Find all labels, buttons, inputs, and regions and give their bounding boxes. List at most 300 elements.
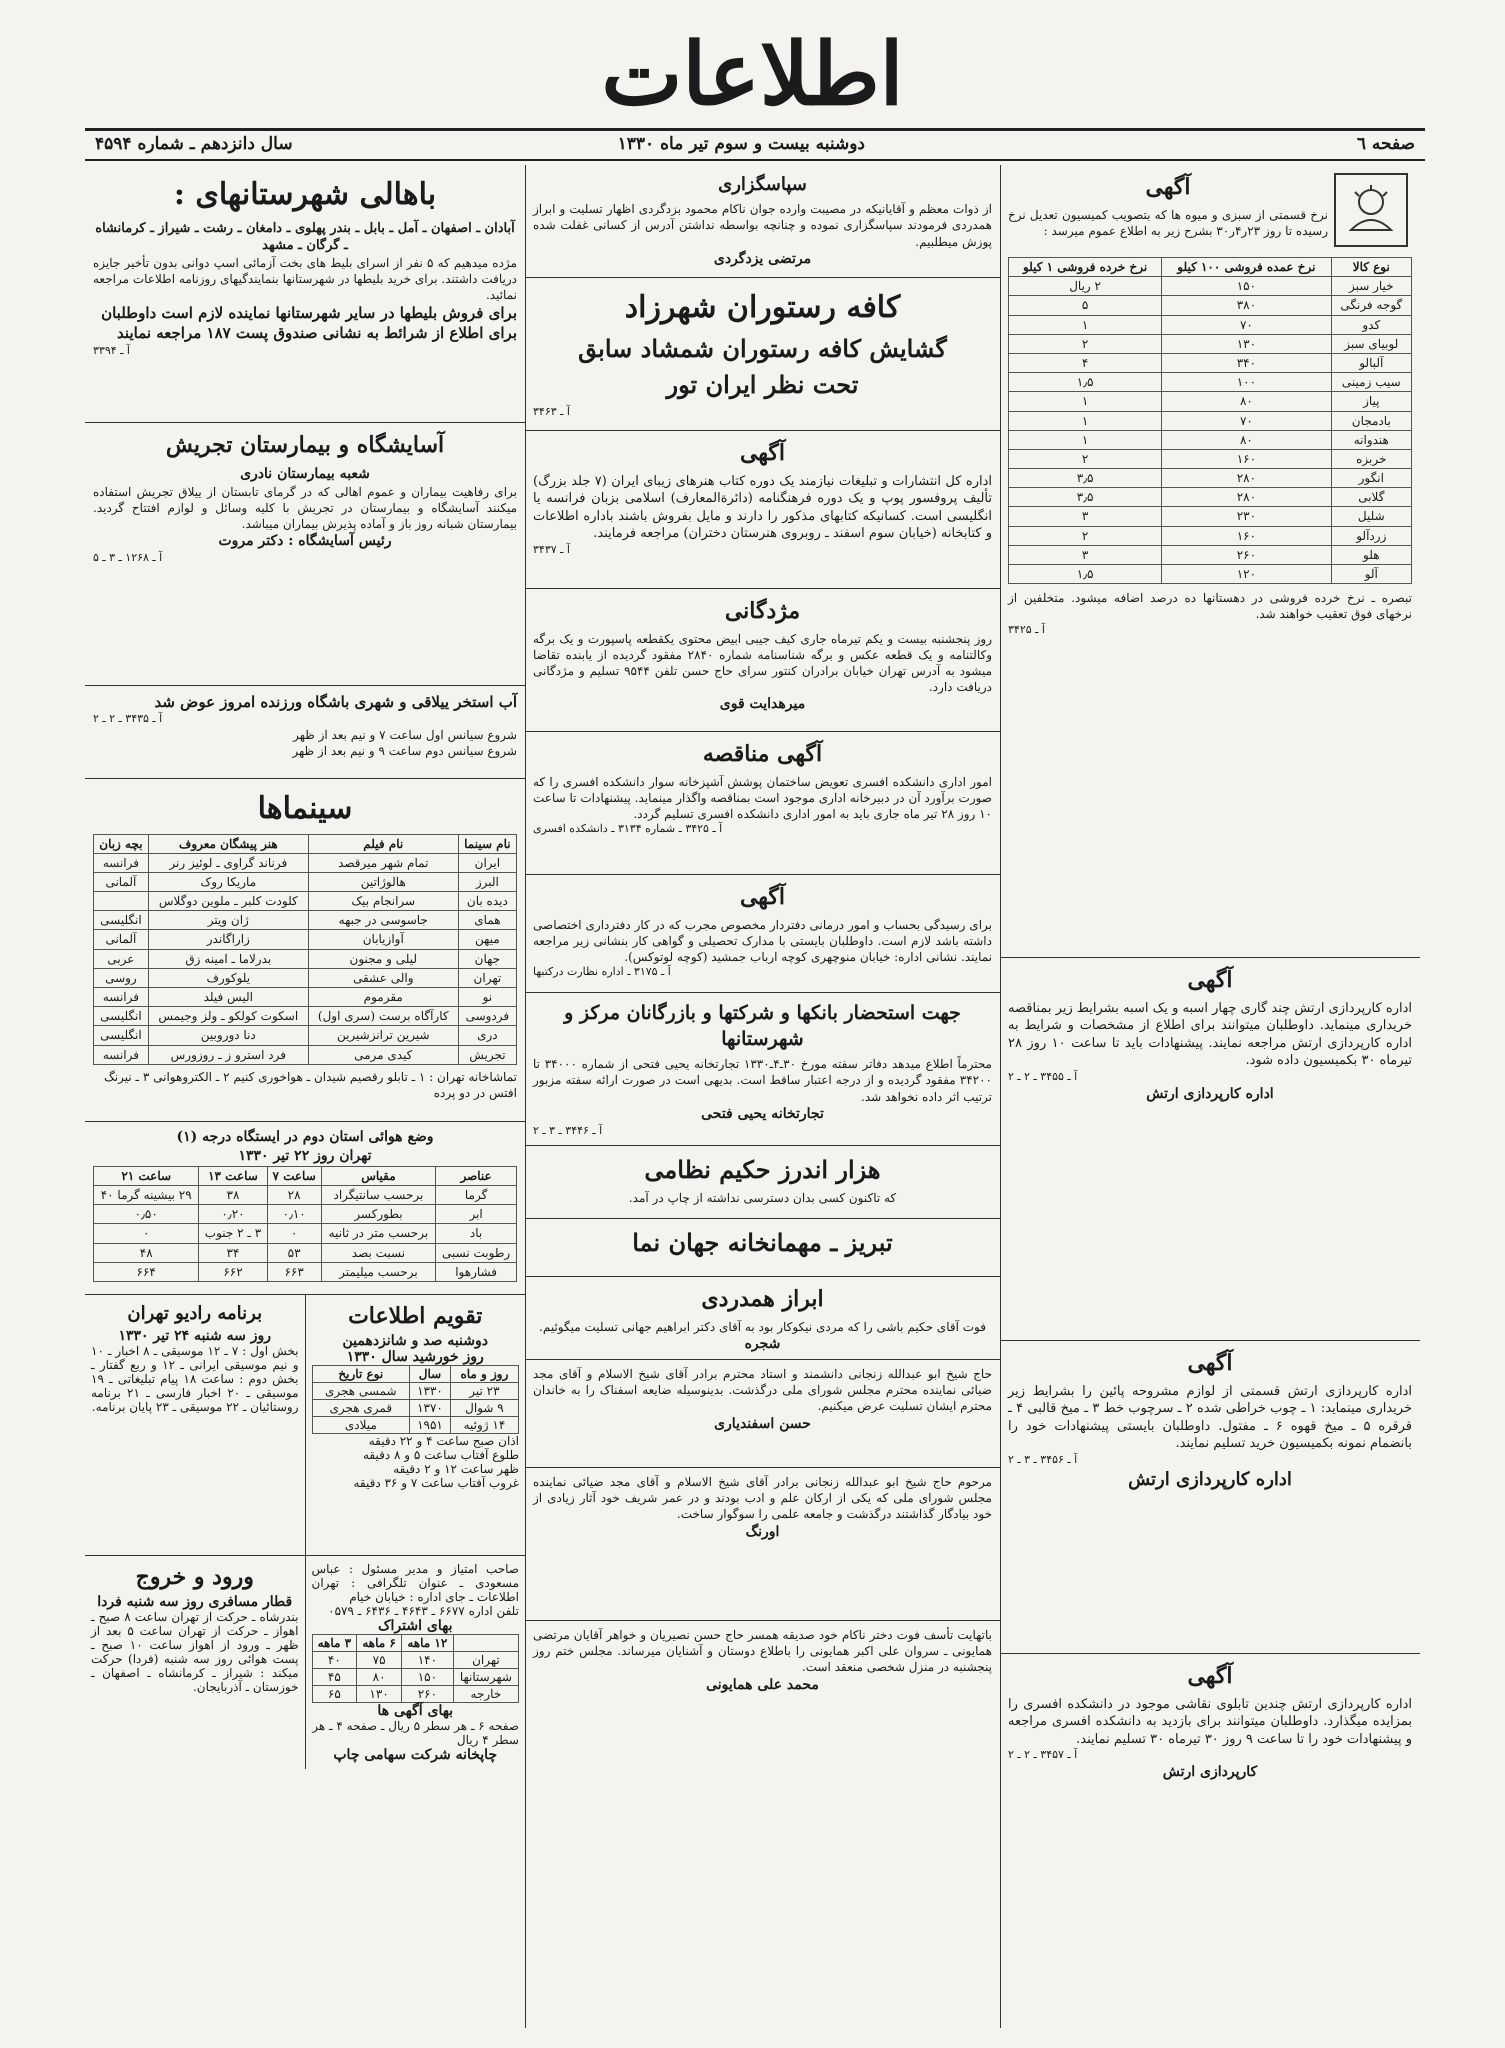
table-cell: ۲۳۰: [1162, 507, 1331, 526]
table-cell: هلو: [1331, 545, 1411, 564]
weather-date: تهران روز ۲۲ تیر ۱۳۳۰: [238, 1147, 372, 1164]
price-row: [1009, 430, 1412, 449]
table-cell: ۳۴۰: [1162, 353, 1331, 372]
table-cell: ۴۰: [312, 1652, 357, 1669]
masthead: [0, 20, 1505, 130]
header-cell: مقیاس: [321, 1166, 436, 1185]
radio-body: بخش اول : ۷ ـ ۱۲ موسیقی ـ ۸ اخبار ـ ۱۰ و نیم موسیقی ایرانی ـ ۱۲ و ربع گفتار ـ بخش دوم : ساعت ۱۸ پیام تبلیغاتی ـ ۱۹ موسیقی ـ ۲۰ اخبار فارسی ـ ۲۱ برنامه روستائیان ـ ۲۲ موسیقی ـ ۲۳ پایان برنامه.: [91, 1344, 299, 1414]
nezami-body: که تاکنون کسی بدان دسترسی نداشته از چاپ در آمد.: [628, 1191, 897, 1206]
header-cell: هنر پیشگان معروف: [148, 834, 308, 853]
travel-box: [85, 1556, 305, 1769]
prayer-time: طلوع آفتاب ساعت ۵ و ۸ دقیقه: [363, 1448, 519, 1462]
army-ad-2-signature: اداره کارپردازی ارتش: [1128, 1468, 1292, 1490]
army-ad-3-body: اداره کارپردازی ارتش چندین تابلوی نقاشی موجود در دانشکده افسری را بمزایده میگذارد. داوطلبان میتوانند برای بازدید به دانشکده افسری مراجعه و پیشنهادات خود را تا ساعت ۹ روز ۳۰ تیرماه ۳۰ تسلیم نمایند.: [1008, 1696, 1412, 1747]
table-cell: ۱۶۰: [1162, 526, 1331, 545]
price-row: [1009, 449, 1412, 468]
table-cell: تهران: [458, 968, 516, 987]
table-cell: ۳: [1009, 507, 1162, 526]
table-cell: ابر: [436, 1205, 517, 1224]
table-cell: باد: [436, 1224, 517, 1243]
army-ad-1-signature: اداره کارپردازی ارتش: [1146, 1085, 1274, 1102]
table-cell: آلمانی: [94, 930, 149, 949]
table-cell: ۰٫۲۰: [199, 1205, 267, 1224]
tender-notice: [525, 732, 1000, 875]
header-cell: روز و ماه: [450, 1366, 518, 1383]
prayer-time: ظهر ساعت ۱۲ و ۲ دقیقه: [393, 1462, 519, 1476]
weather-report: [85, 1122, 525, 1295]
table-cell: ۲ ریال: [1009, 277, 1162, 296]
price-row: [1009, 392, 1412, 411]
header-cell: نوع تاریخ: [312, 1366, 410, 1383]
table-cell: ۱۲۰: [1162, 565, 1331, 584]
sympathy-body: فوت آقای حکیم باشی را که مردی نیکوکار بود به آقای دکتر ابراهیم جهانی تسلیت میگوئیم.: [539, 1319, 986, 1334]
table-cell: کدو: [1331, 315, 1411, 334]
table-cell: هندوانه: [1331, 430, 1411, 449]
table-cell: ۲۶۰: [1162, 545, 1331, 564]
army-ad-2-title: آگهی: [1187, 1350, 1233, 1376]
table-cell: بادمجان: [1331, 411, 1411, 430]
reward-title: مژدگانی: [724, 598, 801, 624]
radio-date: روز سه شنبه ۲۴ تیر ۱۳۳۰: [118, 1328, 272, 1344]
table-cell: ۱۰۰: [1162, 373, 1331, 392]
price-row: [1009, 526, 1412, 545]
table-cell: گرما: [436, 1185, 517, 1204]
header-cell: ساعت ۱۳: [199, 1166, 267, 1185]
table-cell: گوجه فرنگی: [1331, 296, 1411, 315]
table-cell: ۲: [1009, 334, 1162, 353]
ads-price-body: صفحه ۶ ـ هر سطر ۵ ریال ـ صفحه ۴ ـ هر سطر ۴ ریال: [312, 1719, 519, 1747]
banks-ref: آ ـ ۳۴۴۶ ـ ۳ ـ ۲: [533, 1123, 603, 1137]
lottery-body: مژده میدهیم که ۵ نفر از اسرای بلیط های بخت آزمائی اسپ دوانی بدون تأخیر جایزه دریافت داشتند. برای خرید بلیطها در شهرستانها بنمایندگیهای روزنامه اطلاعات مراجعه نمائید.: [93, 255, 517, 302]
cinema-row: [94, 853, 517, 872]
table-cell: نسبت بصد: [321, 1243, 436, 1262]
thanks-signature: مرتضی یزدگردی: [713, 250, 812, 267]
table-cell: برحسب سانتیگراد: [321, 1185, 436, 1204]
prayer-time: اذان صبح ساعت ۴ و ۲۲ دقیقه: [368, 1434, 519, 1448]
tender-body: امور اداری دانشکده افسری تعویض ساختمان پوشش آشپزخانه سوار دانشکده افسری را که صورت برآورد آن در دبیرخانه اداری موجود است بمناقصه واگذار مینماید. پیشنهادات تا ساعت ۱۰ روز ۲۸ تیر ماه جاری باید به امور اداری دانشکده افسری تسلیم گردد.: [533, 774, 993, 822]
table-cell: فرناند گراوی ـ لوئیز رنر: [148, 853, 308, 872]
army-ad-1-title: آگهی: [1187, 967, 1233, 993]
books-notice: [525, 431, 1000, 589]
cinema-row: [94, 988, 517, 1007]
header-cell: سال: [410, 1366, 451, 1383]
table-cell: تجریش: [458, 1045, 516, 1064]
dateline: [85, 128, 1425, 161]
table-cell: مقرموم: [308, 988, 458, 1007]
table-cell: ۲: [1009, 526, 1162, 545]
table-cell: ۰٫۵۰: [94, 1205, 199, 1224]
weather-header: [94, 1166, 517, 1185]
condolence-1-signature: حسن اسفندیاری: [714, 1415, 811, 1432]
table-cell: ۲: [1009, 449, 1162, 468]
reward-notice: [525, 589, 1000, 732]
table-cell: دری: [458, 1026, 516, 1045]
table-cell: ۱۳۳۰: [410, 1383, 451, 1400]
travel-body: بندرشاه ـ حرکت از تهران ساعت ۸ صبح ـ اهواز ـ حرکت از تهران ساعت ۵ بعد از ظهر ـ ورود از اهواز ساعت ۱۰ صبح ـ پست هوائی روز سه شنبه (فردا) حرکت میکند : شیراز ـ کرمانشاه ـ اصفهان ـ خوزستان ـ آذربایجان.: [91, 1610, 299, 1694]
table-cell: میهن: [458, 930, 516, 949]
table-cell: ۴۸: [94, 1243, 199, 1262]
table-cell: ۱۶۰: [1162, 449, 1331, 468]
hotel-ad: [525, 1219, 1000, 1277]
lottery-ad: [85, 165, 525, 423]
imprint-body: صاحب امتیاز و مدیر مسئول : عباس مسعودی ـ عنوان تلگرافی : تهران اطلاعات ـ جای اداره : خیابان خیام: [311, 1562, 519, 1604]
table-cell: فردوسی: [458, 1007, 516, 1026]
price-row: [1009, 373, 1412, 392]
price-row: [1009, 469, 1412, 488]
weather-row: [94, 1243, 517, 1262]
calendar-box: [305, 1295, 526, 1555]
table-cell: دیده بان: [458, 892, 516, 911]
price-row: [1009, 296, 1412, 315]
table-cell: ۸۰: [357, 1669, 402, 1686]
travel-title: ورود و خروج: [135, 1564, 254, 1590]
table-cell: همای: [458, 911, 516, 930]
banks-title: جهت استحضار بانکها و شرکتها و بازرگانان مرکز و شهرستانها: [564, 1002, 961, 1050]
accountant-body: برای رسیدگی بحساب و امور درمانی دفتردار مخصوص مجرب که در کار دفترداری اختصاصی داشته باشد لازم است. داوطلبان بایستی با مدارک تحصیلی و گواهی کار بنشانی زیر مراجعه نمایند. نشانی اداره: خیابان منوچهری کوچه ارباب جمشید (کوچه لوتوکس).: [533, 917, 992, 965]
issue-number: سال دانزدهم ـ شماره ۴۵۹۴: [95, 134, 293, 154]
table-cell: کارآگاه برست (سری اول): [308, 1007, 458, 1026]
cinema-row: [94, 968, 517, 987]
condolence-2: [525, 1468, 1000, 1621]
price-row: [1009, 353, 1412, 372]
army-ad-2-body: اداره کارپردازی ارتش قسمتی از لوازم مشروحه پائین را بشرایط زیر خریداری مینماید: ۱ ـ چوب خراطی شده ۲ ـ سرچوب خط ۳ ـ میخ قالبی ۴ ـ قرقره ۵ ـ میخ قهوه ۶ ـ مفتول. داوطلبان بایستی پیشنهادات خود را بانضمام نمونه بکمیسیون خرید تسلیم نمایند.: [1008, 1383, 1413, 1452]
table-cell: ۵۳: [267, 1243, 321, 1262]
thanks-body: از ذوات معظم و آقایانیکه در مصیبت وارده جوان ناکام محمود بزدگردی اظهار تسلیت و ابراز همدردی فرمودند سپاسگزاری نموده و چنانچه بواسطه نداشتن آدرس از کسانی غفلت شده پوزش میطلبیم.: [533, 202, 992, 249]
issue-date: دوشنبه بیست و سوم تیر ماه ۱۳۳۰: [617, 134, 865, 154]
subscription-header: [312, 1635, 519, 1652]
weather-row: [94, 1224, 517, 1243]
table-cell: شیرین ترانزشیرین: [308, 1026, 458, 1045]
header-cell: نرخ عمده فروشی ۱۰۰ کیلو: [1162, 258, 1331, 277]
condolence-2-body: مرحوم حاج شیخ ابو عبدالله زنجانی برادر آقای شیخ الاسلام و آقای مجد ضیائی نماینده مجلس شورای ملی که یکی از ارکان علم و ادب بودند و در عمر شریف خود آثار زیادی از خود بیادگار گذاشتند درگذشت و جامعه علمی را سوگوار ساخت.: [533, 1475, 992, 1522]
table-cell: روسی: [94, 968, 149, 987]
header-cell: نام فیلم: [308, 834, 458, 853]
lottery-ref: آ ـ ۳۳۹۴: [93, 343, 130, 357]
price-table: [1008, 257, 1412, 584]
cinema-table: [93, 834, 517, 1065]
reward-body: روز پنجشنبه بیست و یکم تیرماه جاری کیف جیبی ابیض محتوی یکقطعه پاسپورت و یک برگه وکالتنامه و یک قطعه عکس و برگه شناسنامه شماره ۲۸۴۰ مفقود گردیده از یابنده تقاضا میشود به آدرس تهران خیابان برادران کنتور سرای حاج حسن تلفن ۹۵۴۴ تسلیم و مژدگانی دریافت دارد.: [533, 631, 992, 695]
header-cell: ساعت ۲۱: [94, 1166, 199, 1185]
table-cell: قمری هجری: [312, 1400, 410, 1417]
table-cell: ۱۳۷۰: [410, 1400, 451, 1417]
weather-table: [93, 1166, 517, 1282]
table-cell: ۲۸۰: [1162, 488, 1331, 507]
table-cell: ۱۳۰: [357, 1686, 402, 1703]
condolence-3-body: باتهایت تأسف فوت دختر ناکام خود صدیقه همسر حاج حسن نصیریان و خواهر آقایان مرتضی همایونی ـ سروان علی اکبر همایونی را باطلاع دوستان و آشنایان میرساند. مجلس ختم روز پنجشنبه در منزل شخصی منعقد است.: [533, 1628, 992, 1675]
table-cell: سیب زمینی: [1331, 373, 1411, 392]
column-middle: [525, 165, 1000, 2028]
header-cell: ۳ ماهه: [312, 1635, 357, 1652]
table-cell: جاسوسی در جبهه: [308, 911, 458, 930]
price-row: [1009, 545, 1412, 564]
army-ad-2: [1000, 1341, 1420, 1654]
hospital-subtitle: شعبه بیمارستان نادری: [240, 465, 370, 482]
cinema-row: [94, 1007, 517, 1026]
cinema-title: سینماها: [257, 791, 353, 826]
subscription-row: [312, 1686, 519, 1703]
table-cell: خربزه: [1331, 449, 1411, 468]
sympathy-notice: [525, 1277, 1000, 1360]
table-cell: بدرلاما ـ امینه زق: [148, 949, 308, 968]
prayer-time: غروب آفتاب ساعت ۷ و ۳۶ دقیقه: [353, 1476, 519, 1490]
books-title: آگهی: [739, 440, 786, 466]
table-cell: والی عشقی: [308, 968, 458, 987]
table-cell: ۱۵۰: [1162, 277, 1331, 296]
cinema-row: [94, 930, 517, 949]
header-cell: ۶ ماهه: [357, 1635, 402, 1652]
table-cell: ۹ شوال: [450, 1400, 518, 1417]
table-cell: ۸۰: [1162, 430, 1331, 449]
table-cell: میلادی: [312, 1417, 410, 1434]
price-notice-ref: آ ـ ۳۴۲۵: [1008, 622, 1045, 636]
theatre-line: تماشاخانه تهران : ۱ ـ تابلو رقصیم شیدان ـ هواخوری کنیم ۲ ـ الکتروهوانی ۳ ـ نیرنگ افتس در دو پرده: [104, 1069, 517, 1100]
table-cell: زردآلو: [1331, 526, 1411, 545]
page-number: صفحه ٦: [1356, 134, 1415, 154]
pool-ref: آ ـ ۳۴۳۵ ـ ۲ ـ ۲: [93, 712, 163, 726]
tender-ref: آ ـ ۳۴۲۵ ـ شماره ۳۱۳۴ ـ دانشکده افسری: [533, 822, 723, 836]
army-ad-3-signature: کارپردازی ارتش: [1162, 1764, 1258, 1781]
price-notice: [1000, 165, 1420, 958]
table-cell: ۶۵: [312, 1686, 357, 1703]
table-cell: اسکوت کولکو ـ ولز وجیمس: [148, 1007, 308, 1026]
cafe-ad: [525, 278, 1000, 431]
table-cell: خیار سبز: [1331, 277, 1411, 296]
imprint-phones: تلفن اداره ۶۶۷۷ ـ ۴۶۴۳ ـ ۶۴۳۶ ـ ۰۵۷۹: [328, 1604, 519, 1618]
price-notice-intro: نرخ قسمتی از سبزی و میوه ها که بتصویب کمیسیون تعدیل نرخ رسیده تا روز ۲۳ر۴ر۳۰ بشرح زیر به اطلاع عموم میرسد :: [1008, 207, 1328, 238]
table-cell: آلمانی: [94, 872, 149, 891]
army-ad-1: [1000, 958, 1420, 1341]
cinema-row: [94, 892, 517, 911]
sympathy-signature: شجره: [744, 1335, 781, 1352]
table-cell: انگلیسی: [94, 911, 149, 930]
lottery-cta: برای فروش بلیطها در سایر شهرستانها نماینده لازم است داوطلبان برای اطلاع از شرائط به نشانی صندوق پست ۱۸۷ مراجعه نمایند: [101, 304, 517, 343]
table-cell: لیلی و مجنون: [308, 949, 458, 968]
table-cell: فرد استرو ز ـ روزورس: [148, 1045, 308, 1064]
weather-row: [94, 1262, 517, 1281]
table-cell: ۳٫۵: [1009, 488, 1162, 507]
calendar-table: [312, 1365, 520, 1434]
table-cell: ۳۸۰: [1162, 296, 1331, 315]
subscription-row: [312, 1669, 519, 1686]
condolence-1: [525, 1360, 1000, 1468]
cinema-listing: [85, 779, 525, 1122]
table-cell: ۳۸: [199, 1185, 267, 1204]
header-cell: نام سینما: [458, 834, 516, 853]
header-cell: عناصر: [436, 1166, 517, 1185]
pool-ad: [85, 686, 525, 779]
imprint-box: [305, 1556, 526, 1769]
price-row: [1009, 488, 1412, 507]
price-row: [1009, 565, 1412, 584]
table-cell: ماریکا روک: [148, 872, 308, 891]
books-ref: آ ـ ۳۴۳۷: [533, 542, 570, 556]
table-cell: [94, 892, 149, 911]
table-cell: سرانجام بیک: [308, 892, 458, 911]
column-right: [1000, 165, 1420, 2028]
table-cell: ۲۳ تیر: [450, 1383, 518, 1400]
table-cell: البرز: [458, 872, 516, 891]
price-notice-note: تبصره ـ نرخ خرده فروشی در دهستانها ده درصد اضافه میشود. متخلفین از نرخهای فوق تعقیب خواهند شد.: [1008, 591, 1412, 622]
table-cell: رطوبت نسبی: [436, 1243, 517, 1262]
subscription-row: [312, 1652, 519, 1669]
column-left: [85, 165, 525, 2028]
calendar-title: تقویم اطلاعات: [348, 1303, 483, 1329]
table-cell: انگلیسی: [94, 1026, 149, 1045]
table-cell: ۴۵: [312, 1669, 357, 1686]
hospital-ref: آ ـ ۱۲۶۸ ـ ۳ ـ ۵: [93, 551, 163, 565]
accountant-notice: [525, 875, 1000, 993]
cinema-row: [94, 949, 517, 968]
show-time-2: شروع سیانس دوم ساعت ۹ و نیم بعد از ظهر: [292, 744, 517, 759]
printer-name: چاپخانه شرکت سهامی چاپ: [333, 1747, 498, 1763]
thanks-title: سپاسگزاری: [718, 174, 807, 195]
thanks-notice: [525, 165, 1000, 278]
condolence-3: [525, 1621, 1000, 1700]
header-cell: بچه زبان: [94, 834, 149, 853]
cinema-row: [94, 1026, 517, 1045]
table-cell: آلو: [1331, 565, 1411, 584]
table-cell: دنا دوروبین: [148, 1026, 308, 1045]
table-cell: ۲۸: [267, 1185, 321, 1204]
army-ad-2-ref: آ ـ ۳۴۵۶ ـ ۳ ـ ۲: [1008, 1452, 1078, 1466]
hospital-ad: [85, 423, 525, 686]
hospital-signature: رئیس آسایشگاه : دکتر مروت: [218, 533, 392, 550]
table-cell: ۱: [1009, 392, 1162, 411]
header-cell: نوع کالا: [1331, 258, 1411, 277]
calendar-header: [312, 1366, 519, 1383]
calendar-row: [312, 1383, 519, 1400]
table-cell: ایران: [458, 853, 516, 872]
calendar-row: [312, 1417, 519, 1434]
table-cell: گلابی: [1331, 488, 1411, 507]
table-cell: شهرستانها: [453, 1669, 518, 1686]
nezami-book-ad: [525, 1146, 1000, 1219]
price-row: [1009, 277, 1412, 296]
table-cell: انگلیسی: [94, 1007, 149, 1026]
price-row: [1009, 315, 1412, 334]
table-cell: لوبیای سبز: [1331, 334, 1411, 353]
travel-subtitle: قطار مسافری روز سه شنبه فردا: [97, 1594, 293, 1610]
table-cell: فرانسه: [94, 853, 149, 872]
table-cell: کیدی مرمی: [308, 1045, 458, 1064]
banks-notice: [525, 993, 1000, 1146]
condolence-2-signature: اورنگ: [745, 1523, 780, 1540]
table-cell: انگور: [1331, 469, 1411, 488]
hospital-title: آسایشگاه و بیمارستان تجریش: [165, 432, 445, 458]
accountant-ref: آ ـ ۳۱۷۵ ـ اداره نظارت درکتبها: [533, 965, 671, 979]
table-cell: ۲۸۰: [1162, 469, 1331, 488]
banks-body: محترماً اطلاع میدهد دفاتر سفته مورخ ۳۰ـ۴ـ۱۳۳۰ تجارتخانه یحیی فتحی از شماره ۳۴۰۰۰ تا ۳۴۲۰۰ مفقود گردیده و از درجه اعتبار ساقط است. بدیهی است در صورت ارائه سفته مزبور ترتیب اثر داده نخواهد شد.: [533, 1057, 992, 1104]
table-cell: پیاز: [1331, 392, 1411, 411]
table-cell: ۵: [1009, 296, 1162, 315]
table-cell: خارجه: [453, 1686, 518, 1703]
hotel-title: تبریز ـ مهمانخانه جهان نما: [632, 1228, 893, 1257]
condolence-1-body: حاج شیخ ابو عبدالله زنجانی دانشمند و استاد محترم برادر آقای شیخ الاسلام و آقای مجد ضیائی نماینده محترم مجلس شورای ملی درگذشت. بدینوسیله ضایعه اسفناک را به خاندان محترم ایشان تسلیت عرض میکنیم.: [533, 1367, 992, 1414]
table-cell: ۳۴: [199, 1243, 267, 1262]
table-cell: ۱٫۵: [1009, 565, 1162, 584]
table-cell: ۱۳۰: [1162, 334, 1331, 353]
table-cell: ۸۰: [1162, 392, 1331, 411]
price-row: [1009, 411, 1412, 430]
price-row: [1009, 334, 1412, 353]
subscription-title: بهای اشتراک: [378, 1618, 453, 1634]
table-cell: ۷۰: [1162, 315, 1331, 334]
table-cell: شلیل: [1331, 507, 1411, 526]
table-cell: فشارهوا: [436, 1262, 517, 1281]
weather-row: [94, 1185, 517, 1204]
calendar-radio-row: [85, 1295, 525, 1556]
army-ad-3-title: آگهی: [1187, 1663, 1233, 1689]
table-cell: جهان: [458, 949, 516, 968]
lion-sun-emblem-icon: [1334, 173, 1408, 247]
imprint-travel-row: [85, 1556, 525, 1769]
books-body: اداره کل انتشارات و تبلیغات نیازمند یک دوره کتاب هنرهای زیبای ایران (۷ جلد بزرگ) تألیف پروفسور پوپ و یک دوره فرهنگنامه (دائرةالمعارف) اسلامی بزبان فرانسه یا انگلیسی است. کسانیکه کتابهای مذکور را دارند و مایل بفروش باشند باداره اطلاعات و کتابخانه (خیابان سوم اسفند ـ روبروی هنرستان دختران) مراجعه فرمایند.: [533, 473, 992, 542]
weather-row: [94, 1205, 517, 1224]
cinema-row: [94, 1045, 517, 1064]
price-notice-title: آگهی: [1145, 174, 1191, 200]
table-cell: ژان ویتر: [148, 911, 308, 930]
table-cell: برحسب میلیمتر: [321, 1262, 436, 1281]
cinema-header: [94, 834, 517, 853]
calendar-row: [312, 1400, 519, 1417]
table-cell: ۳ ـ ۲ جنوب: [199, 1224, 267, 1243]
pool-title: آب استخر ییلاقی و شهری باشگاه ورزنده امروز عوض شد: [154, 693, 517, 711]
table-cell: ۰: [267, 1224, 321, 1243]
banks-signature: تجارتخانه یحیی فتحی: [701, 1105, 824, 1122]
table-cell: هالوژاتین: [308, 872, 458, 891]
radio-box: [85, 1295, 305, 1555]
radio-title: برنامه رادیو تهران: [127, 1303, 263, 1324]
condolence-3-signature: محمد علی همایونی: [706, 1676, 819, 1693]
table-cell: ۱: [1009, 430, 1162, 449]
table-cell: ۷۰: [1162, 411, 1331, 430]
table-cell: ۷۵: [357, 1652, 402, 1669]
table-cell: نو: [458, 988, 516, 1007]
show-time-1: شروع سیانس اول ساعت ۷ و نیم بعد از ظهر: [293, 728, 517, 743]
table-cell: ۶۶۴: [94, 1262, 199, 1281]
army-ad-3-ref: آ ـ ۳۴۵۷ ـ ۲ ـ ۲: [1008, 1748, 1078, 1762]
table-cell: تهران: [453, 1652, 518, 1669]
sympathy-title: ابراز همدردی: [701, 1286, 824, 1312]
tender-title: آگهی مناقصه: [702, 741, 823, 767]
price-table-header: [1009, 258, 1412, 277]
army-ad-1-ref: آ ـ ۳۴۵۵ ـ ۲ ـ ۲: [1008, 1069, 1078, 1083]
table-cell: ۰: [94, 1224, 199, 1243]
table-cell: ۱۴۰: [401, 1652, 453, 1669]
table-cell: ۲۶۰: [401, 1686, 453, 1703]
lottery-title: باهالی شهرستانهای :: [173, 177, 437, 212]
table-cell: ۱۴ ژوئیه: [450, 1417, 518, 1434]
table-cell: ۶۶۲: [199, 1262, 267, 1281]
table-cell: برحسب متر در ثانیه: [321, 1224, 436, 1243]
army-ad-1-body: اداره کارپردازی ارتش چند گاری چهار اسبه و یک اسبه بشرایط زیر بمناقصه خریداری مینماید. داوطلبان میتوانند برای اطلاع از مشخصات و شرایط به اداره کارپردازی ارتش مراجعه نمایند. پیشنهادات باید تا ساعت ۱۰ روز ۲۸ تیرماه ۳۰ بکمیسیون داده شود.: [1008, 1000, 1412, 1069]
table-cell: ۳: [1009, 545, 1162, 564]
table-cell: کلودت کلبر ـ ملوین دوگلاس: [148, 892, 308, 911]
cafe-opening: گشایش کافه رستوران شمشاد سابق: [578, 333, 947, 363]
header-cell: ۱۲ ماهه: [401, 1635, 453, 1652]
table-cell: ۱٫۵: [1009, 373, 1162, 392]
calendar-line-2: روز خورشید سال ۱۳۳۰: [346, 1349, 484, 1365]
table-cell: ۴: [1009, 353, 1162, 372]
table-cell: یلوکورف: [148, 968, 308, 987]
lottery-cities: آبادان ـ اصفهان ـ آمل ـ بابل ـ بندر پهلوی ـ دامغان ـ رشت ـ شیراز ـ کرمانشاه ـ گرگان ـ مشهد: [95, 220, 515, 254]
table-cell: ۱۵۰: [401, 1669, 453, 1686]
reward-signature: میرهدایت قوی: [719, 696, 806, 713]
table-cell: ۳٫۵: [1009, 469, 1162, 488]
table-cell: تمام شهر میرقصد: [308, 853, 458, 872]
weather-title: وضع هوائی استان دوم در ایستگاه درجه (۱): [176, 1129, 434, 1145]
table-cell: زاراگاندر: [148, 930, 308, 949]
